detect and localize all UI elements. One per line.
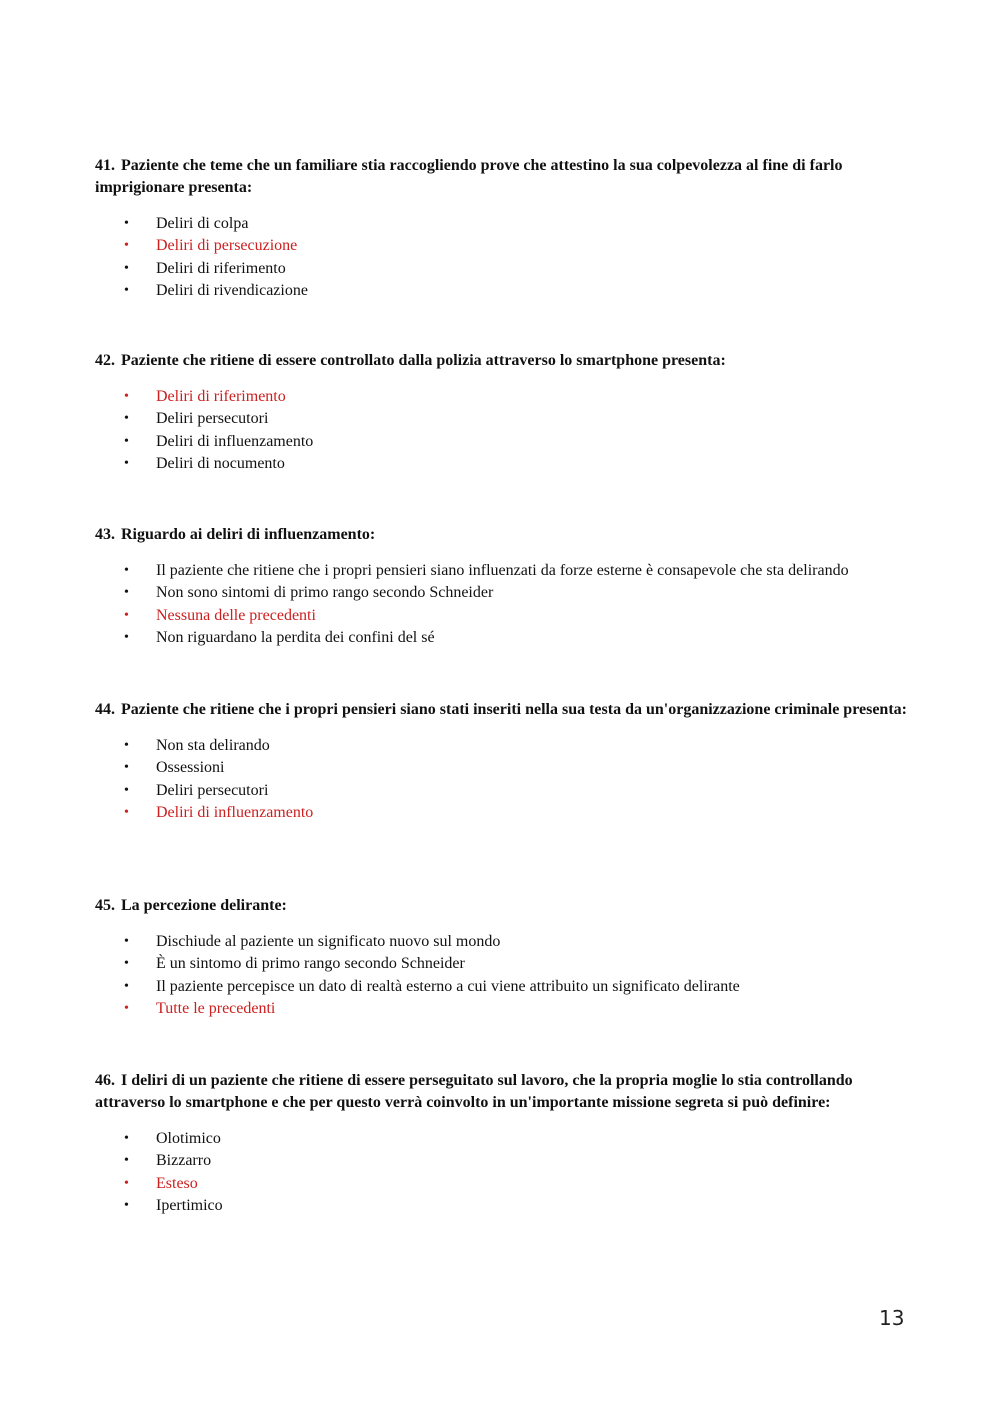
question-title: [95, 350, 910, 372]
answer-text: Non sta delirando: [156, 737, 270, 754]
answer-text: Deliri di influenzamento: [156, 432, 314, 450]
question-title: [95, 155, 910, 199]
question-title: [95, 699, 910, 721]
bullet-icon: •: [124, 455, 129, 471]
question-46: [95, 1070, 910, 1217]
bullet-icon: •: [124, 804, 129, 820]
bullet-icon: •: [124, 956, 129, 972]
answer-list: [95, 1128, 910, 1217]
answer-option-correct: [95, 605, 910, 627]
question-number: 41.: [95, 157, 115, 174]
bullet-icon: •: [124, 934, 129, 949]
bullet-icon: •: [124, 238, 129, 254]
answer-option: [95, 258, 910, 280]
bullet-icon: •: [124, 563, 129, 578]
question-title: [95, 895, 910, 917]
question-text: La percezione delirante:: [121, 897, 287, 914]
answer-text: Deliri di nocumento: [156, 454, 285, 472]
bullet-icon: •: [124, 585, 129, 601]
answer-option: [95, 735, 910, 757]
question-44: [95, 699, 910, 824]
answer-option: [95, 1150, 910, 1172]
answer-text: Dischiude al paziente un significato nuovo sul mondo: [156, 933, 501, 950]
question-42: [95, 350, 910, 475]
answer-option: [95, 213, 910, 235]
answer-option: [95, 408, 910, 430]
answer-text: Deliri di rivendicazione: [156, 281, 308, 299]
answer-text: Deliri di riferimento: [156, 388, 286, 405]
bullet-icon: •: [124, 1153, 129, 1169]
question-text: Riguardo ai deliri di influenzamento:: [121, 526, 376, 543]
answer-option-correct: [95, 802, 910, 824]
answer-option: [95, 1195, 910, 1217]
question-title: [95, 1070, 910, 1114]
question-text: Paziente che ritiene di essere controllato dalla polizia attraverso lo smartphone presenta:: [121, 352, 726, 369]
question-41: [95, 155, 910, 302]
bullet-icon: •: [124, 629, 129, 645]
bullet-icon: •: [124, 260, 129, 276]
question-43: [95, 524, 910, 649]
bullet-icon: •: [124, 282, 129, 298]
answer-text: Non sono sintomi di primo rango secondo Schneider: [156, 584, 494, 602]
answer-list: [95, 386, 910, 475]
answer-text: Non riguardano la perdita dei confini del sé: [156, 628, 435, 646]
answer-text: Olotimico: [156, 1130, 221, 1147]
bullet-icon: •: [124, 411, 129, 427]
answer-text: Nessuna delle precedenti: [156, 606, 316, 624]
answer-option: [95, 953, 910, 975]
bullet-icon: •: [124, 760, 129, 776]
bullet-icon: •: [124, 216, 129, 231]
answer-option: [95, 1128, 910, 1150]
bullet-icon: •: [124, 389, 129, 404]
answer-text: È un sintomo di primo rango secondo Schneider: [156, 955, 465, 973]
answer-text: Ipertimico: [156, 1196, 223, 1214]
answer-text: Deliri di colpa: [156, 215, 249, 232]
bullet-icon: •: [124, 1175, 129, 1191]
answer-option-correct: [95, 998, 910, 1020]
answer-text: Deliri di riferimento: [156, 259, 286, 277]
answer-list: [95, 931, 910, 1020]
answer-option: [95, 280, 910, 302]
answer-text: Deliri persecutori: [156, 410, 269, 428]
bullet-icon: •: [124, 607, 129, 623]
answer-list: [95, 735, 910, 824]
answer-text: Ossessioni: [156, 759, 225, 777]
answer-option-correct: [95, 386, 910, 408]
question-number: 44.: [95, 701, 115, 718]
question-number: 45.: [95, 897, 115, 914]
bullet-icon: •: [124, 978, 129, 994]
question-text: I deliri di un paziente che ritiene di essere perseguitato sul lavoro, che la propria moglie lo stia controllando attraverso lo smartphone e che per questo verrà coinvolto in un'importante missione segreta si può definire:: [95, 1072, 853, 1111]
answer-option: [95, 931, 910, 953]
bullet-icon: •: [124, 738, 129, 753]
question-45: [95, 895, 910, 1020]
bullet-icon: •: [124, 1131, 129, 1146]
answer-option: [95, 976, 910, 998]
bullet-icon: •: [124, 1000, 129, 1016]
answer-text: Il paziente che ritiene che i propri pensieri siano influenzati da forze esterne è consapevole che sta delirando: [156, 562, 849, 579]
question-title: [95, 524, 910, 546]
bullet-icon: •: [124, 782, 129, 798]
answer-option: [95, 627, 910, 649]
question-number: 43.: [95, 526, 115, 543]
question-number: 46.: [95, 1072, 115, 1089]
answer-text: Il paziente percepisce un dato di realtà esterno a cui viene attribuito un significato delirante: [156, 977, 740, 995]
answer-option: [95, 431, 910, 453]
answer-option-correct: [95, 1173, 910, 1195]
answer-list: [95, 560, 910, 649]
answer-option: [95, 582, 910, 604]
question-text: Paziente che ritiene che i propri pensieri siano stati inseriti nella sua testa da un'organizzazione criminale presenta:: [121, 701, 907, 718]
answer-text: Deliri persecutori: [156, 781, 269, 799]
answer-option: [95, 757, 910, 779]
bullet-icon: •: [124, 1197, 129, 1213]
question-number: 42.: [95, 352, 115, 369]
answer-option: [95, 560, 910, 582]
page-number: 13: [879, 1306, 905, 1330]
answer-list: [95, 213, 910, 302]
answer-text: Bizzarro: [156, 1152, 212, 1170]
answer-text: Deliri di influenzamento: [156, 803, 314, 821]
answer-text: Tutte le precedenti: [156, 999, 276, 1017]
answer-option: [95, 453, 910, 475]
answer-option: [95, 780, 910, 802]
bullet-icon: •: [124, 433, 129, 449]
answer-text: Deliri di persecuzione: [156, 237, 298, 255]
answer-text: Esteso: [156, 1174, 198, 1192]
question-text: Paziente che teme che un familiare stia raccogliendo prove che attestino la sua colpevolezza al fine di farlo imprigionare presenta:: [95, 157, 843, 196]
answer-option-correct: [95, 235, 910, 257]
